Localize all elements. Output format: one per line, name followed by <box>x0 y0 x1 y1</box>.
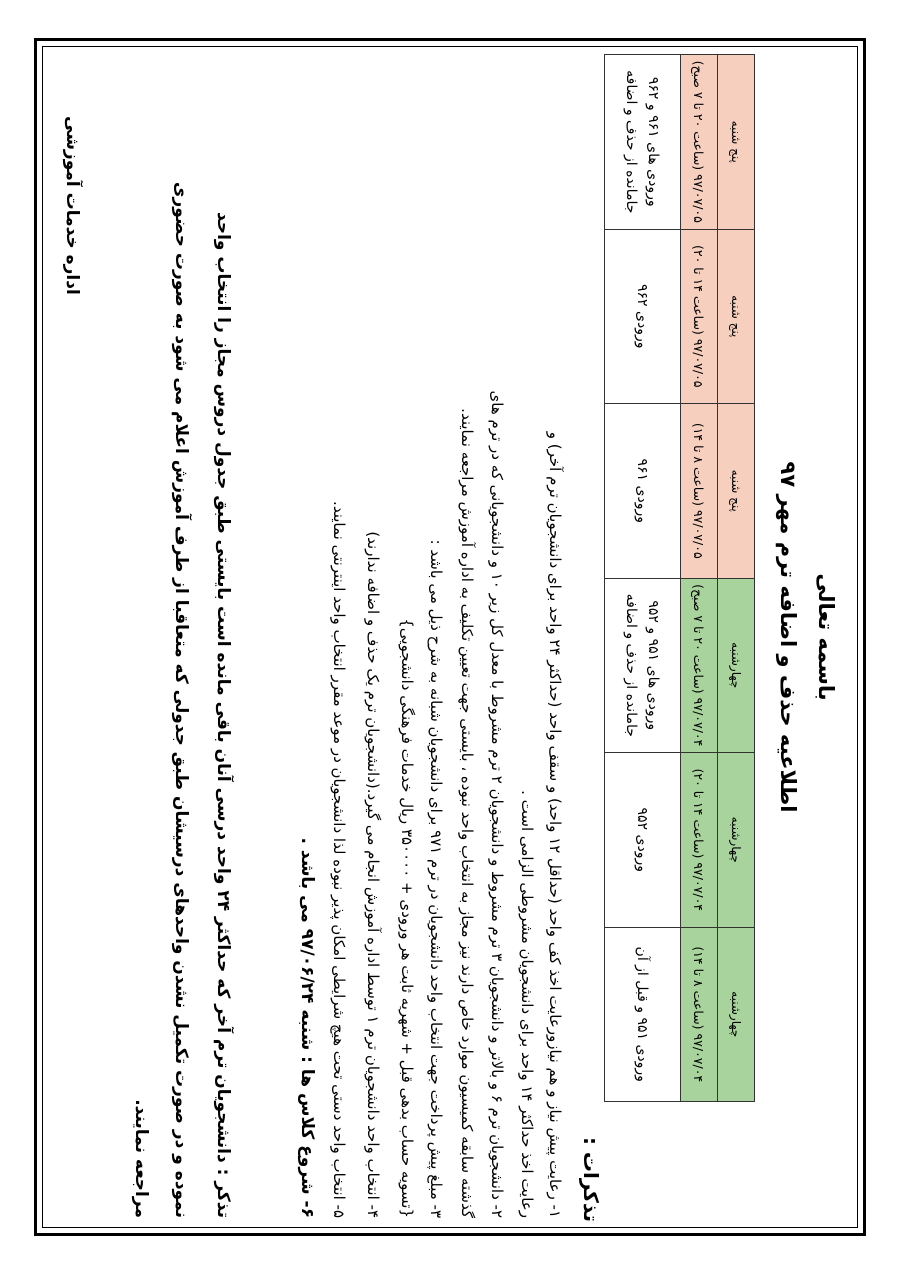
day-cell: چهارشنبه <box>718 578 755 753</box>
schedule-entry-row <box>605 55 681 1102</box>
entry-cell: ورودی های ۹۶۱ و ۹۶۲ جامانده از حذف و اضافه <box>605 55 681 230</box>
date-cell: ۹۷/۰۷/۰۴ (ساعت ۱۴ تا ۲۰) <box>681 753 718 928</box>
entry-cell: ورودی ۹۵۲ <box>605 753 681 928</box>
entry-cell: ورودی های ۹۵۱ و ۹۵۲ جامانده از حذف و اضافه <box>605 578 681 753</box>
date-cell: ۹۷/۰۷/۰۴ (ساعت ۲۰ تا ۷ صبح) <box>681 578 718 753</box>
day-cell: پنج شنبه <box>718 229 755 404</box>
date-cell: ۹۷/۰۷/۰۵ (ساعت ۱۴ تا ۲۰) <box>681 229 718 404</box>
note-line: گذشته سابقه کمیسیون موارد خاص دارند نیز مجاز به انتخاب واحد نبوده ، بایستی جهت تعیین تکلیف به اداره آموزش مراجعه نمایند. <box>458 408 476 1218</box>
note-line: ۳- مبلغ پیش پرداخت جهت انتخاب واحد دانشجویان در ترم ۹۷۱ برای دانشجویان شبانه به شرح ذیل می باشد : <box>427 539 445 1218</box>
day-cell: چهارشنبه <box>718 753 755 928</box>
announcement-document <box>42 46 858 1228</box>
schedule-table <box>604 54 755 1102</box>
day-cell: پنج شنبه <box>718 55 755 230</box>
note-line: ۴- انتخاب واحد دانشجویان ترم ۱ توسط اداره آموزش انجام می گیرد.(دانشجویان ترم یک حذف و اضافه ندارند) <box>364 531 382 1218</box>
note-line: ۱- رعایت پیش نیاز و هم نیازورعایت اخذ کف واحد (حداقل ۱۲ واحد) و سقف واحد (حداکثر ۲۴ واحد برای دانشجویان ترم آخر) و <box>546 431 564 1218</box>
note-line: ۵- انتخاب واحد دستی تحت هیچ شرایطی امکان پذیر نبوده لذا دانشجویان در موعد مقرر انتخاب واحد اینترنتی نمایند. <box>330 501 348 1218</box>
signature: اداره خدمات آموزشی <box>62 116 82 295</box>
reminder-line: نموده و در صورت تکمیل نشدن واحدهای درسیشان طبق جدولی که متعاقبا از طرف آموزش اعلام می شود به صورت حضوری <box>171 181 191 1218</box>
day-cell: پنج شنبه <box>718 404 755 579</box>
date-cell: ۹۷/۰۷/۰۵ (ساعت ۸ تا ۱۴) <box>681 404 718 579</box>
reminder-line: مراجعه نمایند. <box>131 1099 151 1218</box>
note-line: ۶- شروع کلاس ها : شنبه ۹۷/۰۶/۲۴ می باشد . <box>297 837 317 1218</box>
note-line: ۲- دانشجویان ترم ۶ و بالاتر و دانشجویان ۳ ترم مشروط و دانشجویان ۲ ترم مشروط با معدل کل زیر ۱۰ و دانشجویانی که در ترم های <box>488 390 506 1218</box>
note-line: {تسویه حساب بدهی قبل + شهریه ثابت هر ورودی + ۳۵۰۰۰۰ ریال خدمات فرهنگی دانشجویی} <box>398 618 416 1218</box>
schedule-date-row <box>681 55 718 1102</box>
day-cell: چهارشنبه <box>718 927 755 1102</box>
entry-cell: ورودی ۹۶۲ <box>605 229 681 404</box>
note-line: رعایت اخذ حداکثر ۱۴ واحد برای دانشجویان مشروطی الزامی است . <box>518 790 536 1218</box>
notes-heading: تذکرات : <box>579 1136 603 1222</box>
announcement-title: اطلاعیه حذف و اضافه ترم مهر ۹۷ <box>776 461 800 813</box>
date-cell: ۹۷/۰۷/۰۵ (ساعت ۲۰ تا ۷ صبح) <box>681 55 718 230</box>
date-cell: ۹۷/۰۷/۰۴ (ساعت ۸ تا ۱۴) <box>681 927 718 1102</box>
entry-cell: ورودی ۹۶۱ <box>605 404 681 579</box>
entry-cell: ورودی ۹۵۱ و قبل از آن <box>605 927 681 1102</box>
reminder-line: تذکر : دانشجویان ترم آخر که حداکثر ۲۴ واحد درسی آنان باقی مانده است بایستی طبق جدول دروس مجاز را انتخاب واحد <box>213 212 233 1218</box>
schedule-day-row <box>718 55 755 1102</box>
document-heading: باسمه تعالی <box>814 573 838 701</box>
